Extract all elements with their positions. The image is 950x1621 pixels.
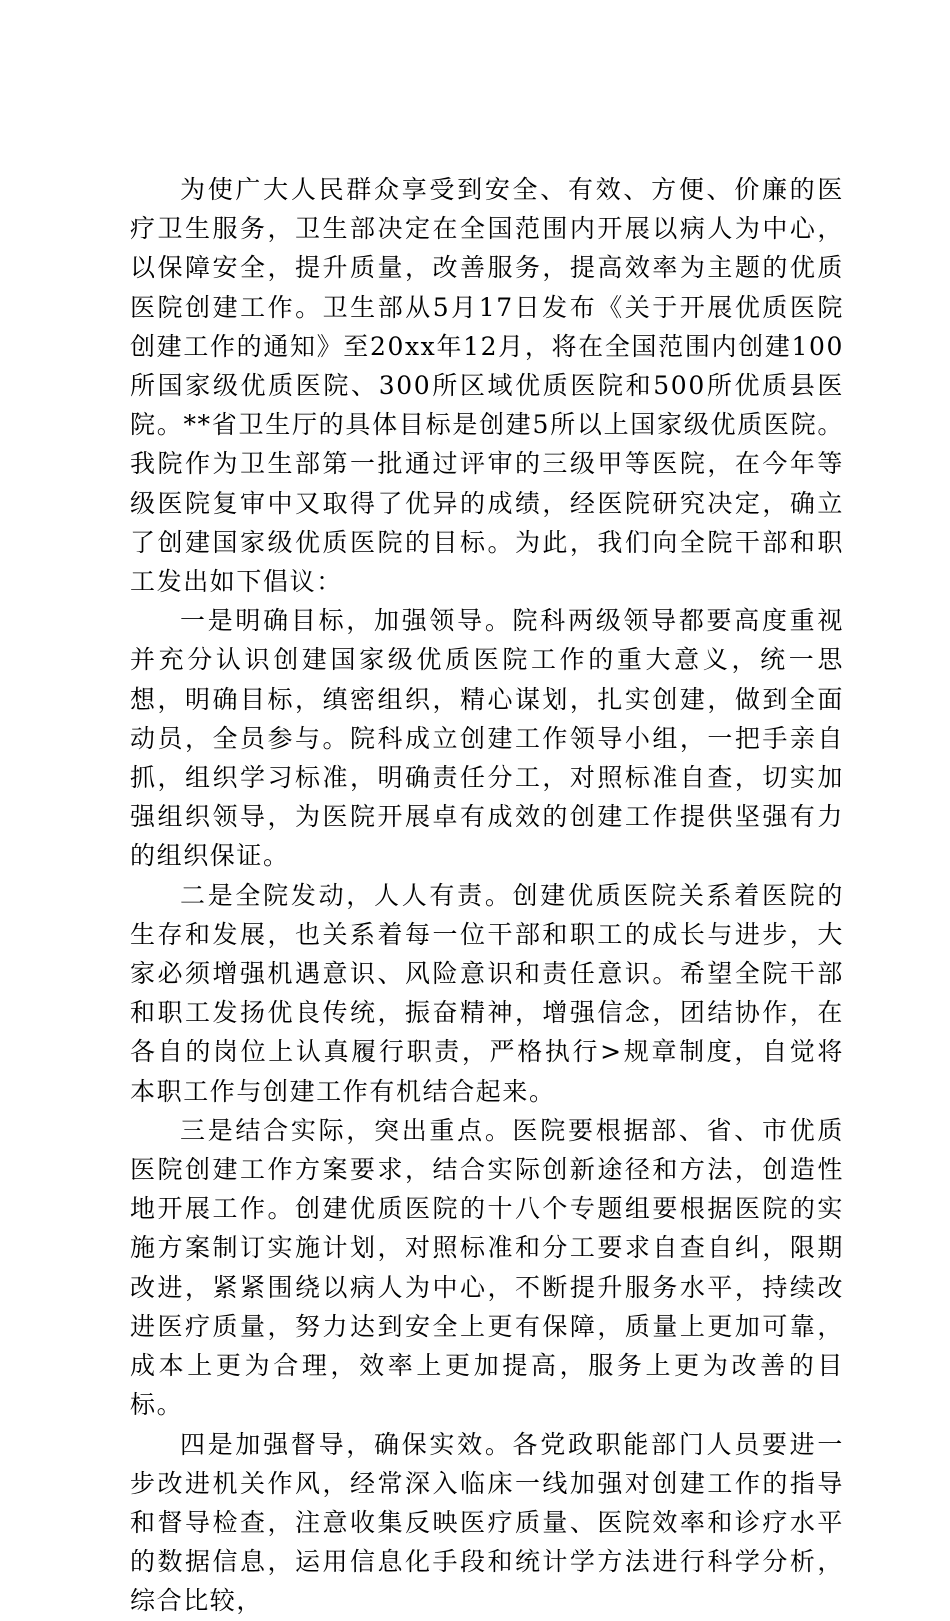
paragraph-point-1: 一是明确目标，加强领导。院科两级领导都要高度重视并充分认识创建国家级优质医院工作的重大意义，统一思想，明确目标，缜密组织，精心谋划，扎实创建，做到全面动员，全员参与。院科成立创建工作领导小组，一把手亲自抓，组织学习标准，明确责任分工，对照标准自查，切实加强组织领导，为医院开展卓有成效的创建工作提供坚强有力的组织保证。 <box>130 606 844 871</box>
document-body <box>130 170 844 1621</box>
paragraph-point-2: 二是全院发动，人人有责。创建优质医院关系着医院的生存和发展，也关系着每一位干部和职工的成长与进步，大家必须增强机遇意识、风险意识和责任意识。希望全院干部和职工发扬优良传统，振奋精神，增强信念，团结协作，在各自的岗位上认真履行职责，严格执行>规章制度，自觉将本职工作与创建工作有机结合起来。 <box>130 880 844 1106</box>
paragraph-intro: 为使广大人民群众享受到安全、有效、方便、价廉的医疗卫生服务，卫生部决定在全国范围内开展以病人为中心，以保障安全，提升质量，改善服务，提高效率为主题的优质医院创建工作。卫生部从5月17日发布《关于开展优质医院创建工作的通知》至20xx年12月，将在全国范围内创建100所国家级优质医院、300所区域优质医院和500所优质县医院。**省卫生厅的具体目标是创建5所以上国家级优质医院。我院作为卫生部第一批通过评审的三级甲等医院，在今年等级医院复审中又取得了优异的成绩，经医院研究决定，确立了创建国家级优质医院的目标。为此，我们向全院干部和职工发出如下倡议： <box>130 175 844 597</box>
paragraph-point-3: 三是结合实际，突出重点。医院要根据部、省、市优质医院创建工作方案要求，结合实际创新途径和方法，创造性地开展工作。创建优质医院的十八个专题组要根据医院的实施方案制订实施计划，对照标准和分工要求自查自纠，限期改进，紧紧围绕以病人为中心，不断提升服务水平，持续改进医疗质量，努力达到安全上更有保障，质量上更加可靠，成本上更为合理，效率上更加提高，服务上更为改善的目标。 <box>130 1115 844 1420</box>
paragraph-point-4: 四是加强督导，确保实效。各党政职能部门人员要进一步改进机关作风，经常深入临床一线加强对创建工作的指导和督导检查，注意收集反映医疗质量、医院效率和诊疗水平的数据信息，运用信息化手段和统计学方法进行科学分析，综合比较， <box>130 1429 844 1616</box>
